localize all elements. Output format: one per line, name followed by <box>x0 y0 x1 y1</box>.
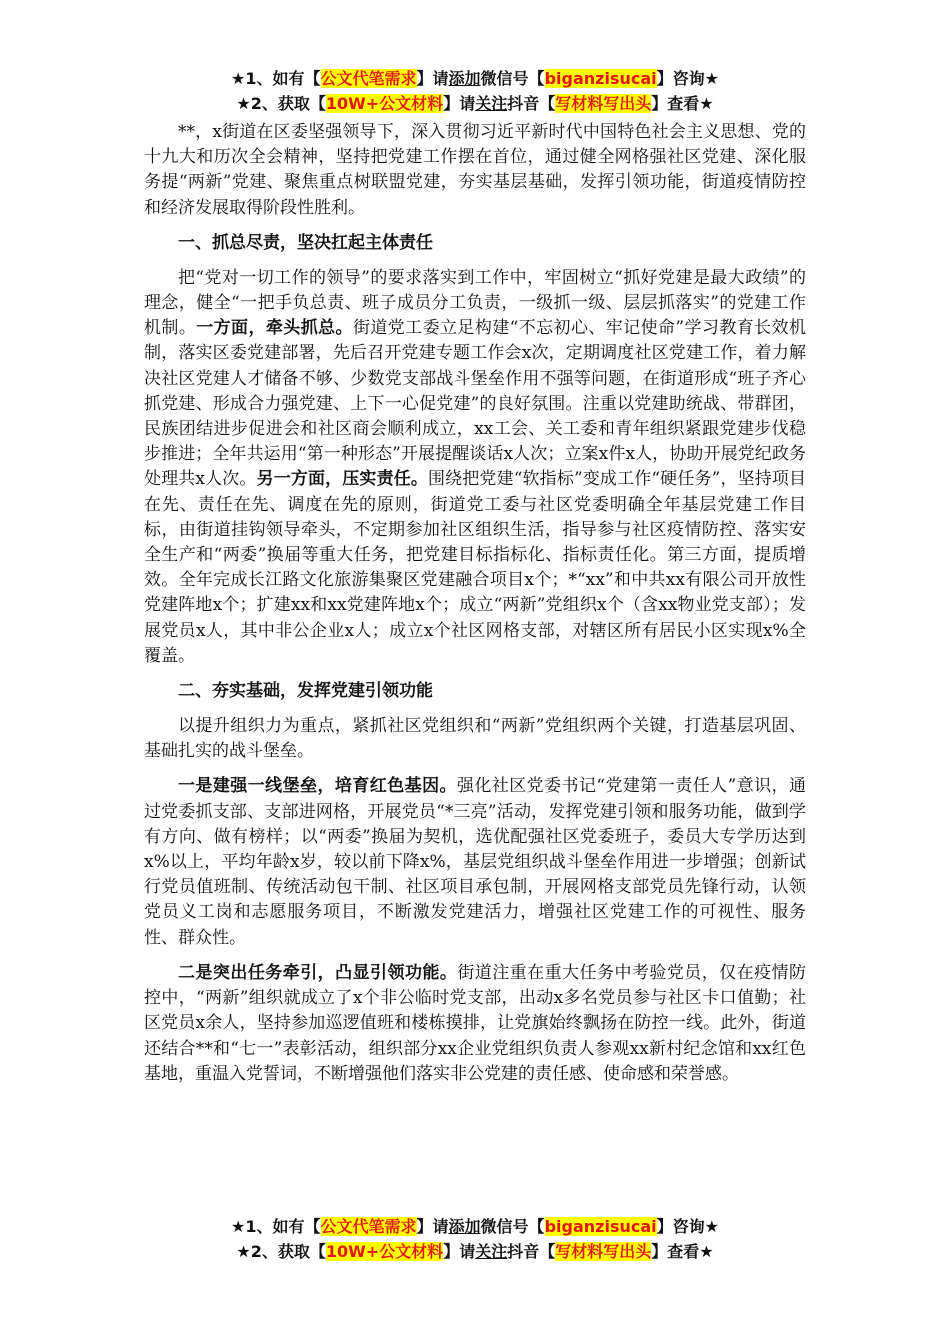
promo-highlight: 10W+公文材料 <box>325 1242 444 1261</box>
promo-banner-top <box>0 66 950 116</box>
promo-text: 微信号【 <box>480 69 545 88</box>
promo-text: 】请 <box>416 1217 449 1236</box>
paragraph-text: 街道党工委立足构建“不忘初心、牢记使命”学习教育长效机制，落实区委党建部署，先后召开党建专题工作会x次，定期调度社区党建工作，着力解决社区党建人才储备不够、少数党支部战斗堡垒作用不强等问题，在街道形成“班子齐心抓党建、形成合力强党建、上下一心促党建”的良好氛围。注重以党建助统战、带群团，民族团结进步促进会和社区商会顺利成立，xx工会、关工委和青年组织紧跟党建步伐稳步推进；全年共运用“第一种形态”开展提醒谈话x人次；立案x件x人，协助开展党纪政务处理共x人次。 <box>144 318 806 490</box>
promo-text: ★1、如有【 <box>231 1217 321 1236</box>
promo-underlined: 添加 <box>448 1217 481 1236</box>
section-2-item-1 <box>144 774 806 950</box>
promo-wechat-id: biganzisucai <box>544 69 657 88</box>
promo-douyin-id: 写材料写出头 <box>555 94 652 113</box>
paragraph-text: 把“党对一切工作的领导”的要求落实到工作中，牢固树立“抓好党建是最大政绩”的理念，健全“一把手负总责、班子成员分工负责，一级抓一级、层层抓落实”的党建工作机制。 <box>144 267 806 339</box>
promo-highlight: 公文代笔需求 <box>320 1217 417 1236</box>
promo-text: ★2、获取【 <box>236 94 326 113</box>
promo-text: 】查看★ <box>651 94 714 113</box>
promo-text: 抖音【 <box>507 94 556 113</box>
promo-text: 】咨询★ <box>656 1217 719 1236</box>
promo-underlined: 添加 <box>448 69 481 88</box>
promo-text: 】咨询★ <box>656 69 719 88</box>
promo-line-2 <box>0 91 950 116</box>
promo-text: 】请 <box>416 69 449 88</box>
section-2-heading: 二、夯实基础，发挥党建引领功能 <box>178 681 433 702</box>
promo-line-2 <box>0 1239 950 1264</box>
promo-text: 】请 <box>443 1242 476 1261</box>
lead-phrase: 一方面，牵头抓总。 <box>196 318 353 339</box>
promo-line-1 <box>0 1214 950 1239</box>
lead-phrase: 另一方面，压实责任。 <box>256 469 428 490</box>
section-1-paragraph <box>144 266 806 669</box>
paragraph-text: 强化社区党委书记“党建第一责任人”意识，通过党委抓支部、支部进网格，开展党员“*三亮”活动，发挥党建引领和服务功能，做到学有方向、做有榜样；以“两委”换届为契机，选优配强社区党委班子，委员大专学历达到x%以上，平均年龄x岁，较以前下降x%，基层党组织战斗堡垒作用进一步增强；创新试行党员值班制、传统活动包干制、社区项目承包制，开展网格支部党员先锋行动，认领党员义工岗和志愿服务项目，不断激发党建活力，增强社区党建工作的可视性、服务性、群众性。 <box>144 776 806 948</box>
promo-text: 抖音【 <box>507 1242 556 1261</box>
lead-phrase: 二是突出任务牵引，凸显引领功能。 <box>178 962 458 983</box>
promo-highlight: 10W+公文材料 <box>325 94 444 113</box>
promo-text: ★2、获取【 <box>236 1242 326 1261</box>
section-2-intro: 以提升组织力为重点，紧抓社区党组织和“两新”党组织两个关键，打造基层巩固、基础扎实的战斗堡垒。 <box>144 716 806 762</box>
intro-paragraph: **，x街道在区委坚强领导下，深入贯彻习近平新时代中国特色社会主义思想、党的十九大和历次全会精神，坚持把党建工作摆在首位，通过健全网格强社区党建、深化服务提“两新”党建、聚焦重点树联盟党建，夯实基层基础，发挥引领功能，街道疫情防控和经济发展取得阶段性胜利。 <box>144 122 806 218</box>
section-1-heading: 一、抓总尽责，坚决扛起主体责任 <box>178 232 433 253</box>
promo-underlined: 关注 <box>475 94 508 113</box>
paragraph-text: 街道注重在重大任务中考验党员，仅在疫情防控中，“两新”组织就成立了x个非公临时党支部，出动x多名党员参与社区卡口值勤；社区党员x余人，坚持参加巡逻值班和楼栋摸排，让党旗始终飘扬在防控一线。此外，街道还结合**和“七一”表彰活动，组织部分xx企业党组织负责人参观xx新村纪念馆和xx红色基地，重温入党誓词，不断增强他们落实非公党建的责任感、使命感和荣誉感。 <box>144 962 807 1084</box>
promo-highlight: 公文代笔需求 <box>320 69 417 88</box>
paragraph-text: 围绕把党建“软指标”变成工作“硬任务”，坚持项目在先、责任在先、调度在先的原则，街道党工委与社区党委明确全年基层党建工作目标，由街道挂钩领导牵头，不定期参加社区组织生活，指导参与社区疫情防控、落实安全生产和“两委”换届等重大任务，把党建目标指标化、指标责任化。第三方面，提质增效。全年完成长江路文化旅游集聚区党建融合项目x个；*“xx”和中共xx有限公司开放性党建阵地x个；扩建xx和xx党建阵地x个；成立“两新”党组织x个（含xx物业党支部）；发展党员x人，其中非公企业x人；成立x个社区网格支部，对辖区所有居民小区实现x%全覆盖。 <box>144 469 807 666</box>
lead-phrase: 一是建强一线堡垒，培育红色基因。 <box>178 776 457 797</box>
promo-line-1 <box>0 66 950 91</box>
promo-text: 】查看★ <box>651 1242 714 1261</box>
promo-douyin-id: 写材料写出头 <box>555 1242 652 1261</box>
promo-banner-bottom <box>0 1214 950 1264</box>
promo-text: ★1、如有【 <box>231 69 321 88</box>
promo-wechat-id: biganzisucai <box>544 1217 657 1236</box>
document-body <box>144 120 806 1087</box>
promo-text: 微信号【 <box>480 1217 545 1236</box>
section-2-item-2 <box>144 961 806 1087</box>
promo-underlined: 关注 <box>475 1242 508 1261</box>
promo-text: 】请 <box>443 94 476 113</box>
